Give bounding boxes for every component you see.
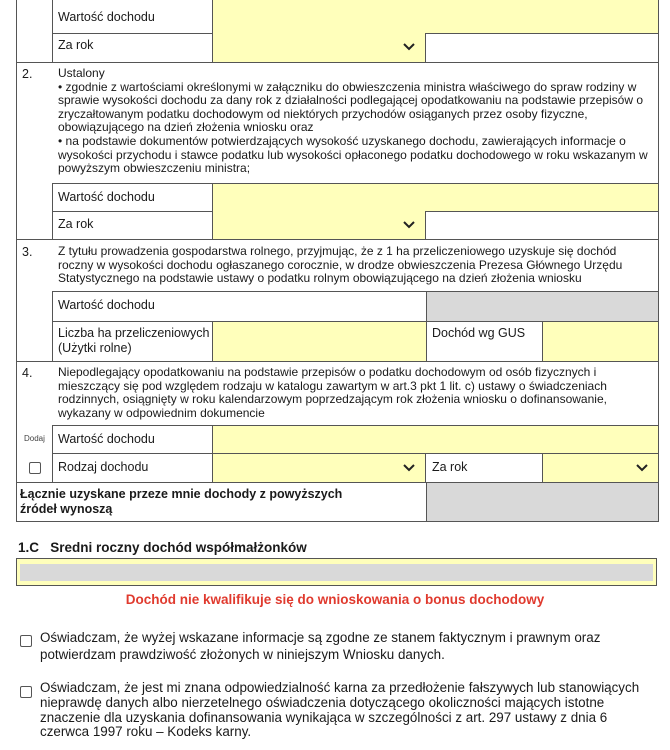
- table-bottom: [16, 521, 659, 522]
- section4-year-label: Za rok: [432, 460, 468, 474]
- section-1c-value-readonly: [20, 564, 653, 581]
- section3-value-readonly: [426, 292, 658, 321]
- section2-year-select[interactable]: [212, 211, 426, 239]
- section4-add-label: Dodaj: [24, 434, 45, 443]
- section3-indent: [52, 291, 53, 361]
- declaration-2-checkbox[interactable]: [20, 686, 32, 698]
- section2-number: 2.: [22, 67, 33, 81]
- section3-text: Z tytułu prowadzenia gospodarstwa rolnego, przyjmując, że z 1 ha przeliczeniowego uzyskuje się dochód roczny w wysokości dochodu ogłaszanego corocznie, w drodze obwieszczenia Prezesa Głównego Urzędu Statystycznego na podstawie ustawy o podatku rolnym obowiązującego na dzień złożenia wniosku: [58, 244, 623, 286]
- section4-type-label: Rodzaj dochodu: [58, 460, 149, 474]
- row1-value-input[interactable]: [212, 0, 658, 33]
- section2-text: Ustalony • zgodnie z wartościami określonymi w załączniku do obwieszczenia ministra właściwego do spraw rodziny w sprawie wysokości dochodu za dany rok z działalności podlegającej opodatkowaniu na podstawie przepisów o zryczałtowanym podatku dochodowym od niektórych przychodów osiąganych przez osoby fizyczne, obowiązującego na dzień złożenia wniosku oraz • na podstawie dokumentów potwierdzających wysokość uzyskanego dochodu, zawierających informacje o wysokości przychodu i stawce podatku lub wysokości opłaconego podatku dochodowego w roku wskazanym w powyższym obwieszczeniu ministra;: [58, 66, 648, 176]
- chevron-down-icon: [403, 464, 417, 474]
- row1-year-select[interactable]: [212, 33, 426, 62]
- row1-indent: [52, 0, 53, 62]
- section4-number: 4.: [22, 366, 33, 380]
- section2-value-label: Wartość dochodu: [58, 190, 155, 204]
- chevron-down-icon: [636, 464, 650, 474]
- row1-year-label: Za rok: [58, 38, 94, 52]
- section3-value-label: Wartość dochodu: [58, 298, 155, 312]
- section4-value-input[interactable]: [212, 426, 658, 453]
- warning-message: Dochód nie kwalifikuje się do wnioskowania o bonus dochodowy: [125, 592, 545, 607]
- section3-gus-cell: [426, 322, 427, 361]
- section3-hectares-input[interactable]: [212, 322, 426, 361]
- add-row-checkbox[interactable]: [29, 462, 41, 474]
- section3-gus-label: Dochód wg GUS: [432, 326, 526, 340]
- chevron-down-icon: [403, 43, 417, 53]
- section2-year-label: Za rok: [58, 217, 94, 231]
- section4-type-select[interactable]: [212, 454, 426, 482]
- row1-bottom: [16, 62, 659, 63]
- section2-bottom: [16, 239, 659, 240]
- row1-value-label: Wartość dochodu: [58, 10, 155, 24]
- section3-gus-input[interactable]: [542, 322, 658, 361]
- declaration-2-text: Oświadczam, że jest mi znana odpowiedzialność karna za przedłożenie fałszywych lub stanowiących nieprawdę danych albo nierzetelnego oświadczenia dotyczącego okoliczności mających istotne znaczenie dla uzyskania dofinansowania wynikająca w szczególności z art. 297 ustawy z dnia 6 czerwca 1997 roku – Kodeks karny.: [40, 680, 640, 740]
- total-label: Łącznie uzyskane przeze mnie dochody z powyższych źródeł wynoszą: [20, 487, 343, 516]
- section3-number: 3.: [22, 245, 33, 259]
- declaration-1-text: Oświadczam, że wyżej wskazane informacje są zgodne ze stanem faktycznym i prawnym oraz potwierdzam prawdziwość złożonych w niniejszym Wniosku danych.: [40, 630, 601, 662]
- chevron-down-icon: [403, 221, 417, 231]
- section-1c-title: 1.C Sredni roczny dochód współmałżonków: [18, 540, 307, 555]
- total-value-readonly: [426, 483, 658, 522]
- section2-value-input[interactable]: [212, 184, 658, 211]
- section4-text: Niepodlegający opodatkowaniu na podstawie przepisów o podatku dochodowym od osób fizycznych i mieszczący się pod względem rodzaju w katalogu zawartym w art.3 pkt 1 lit. c) ustawy o świadczeniach rodzinnych, osiągnięty w roku kalendarzowym poprzedzającym rok złożenia wniosku o dofinansowanie, wykazany w odpowiednim dokumencie: [58, 365, 607, 420]
- section4-year-select[interactable]: [542, 454, 658, 482]
- declaration-1-checkbox[interactable]: [20, 635, 32, 647]
- section4-value-label: Wartość dochodu: [58, 432, 155, 446]
- section3-bottom: [16, 361, 659, 362]
- section3-hectares-label: Liczba ha przeliczeniowych (Użytki rolne): [58, 326, 210, 355]
